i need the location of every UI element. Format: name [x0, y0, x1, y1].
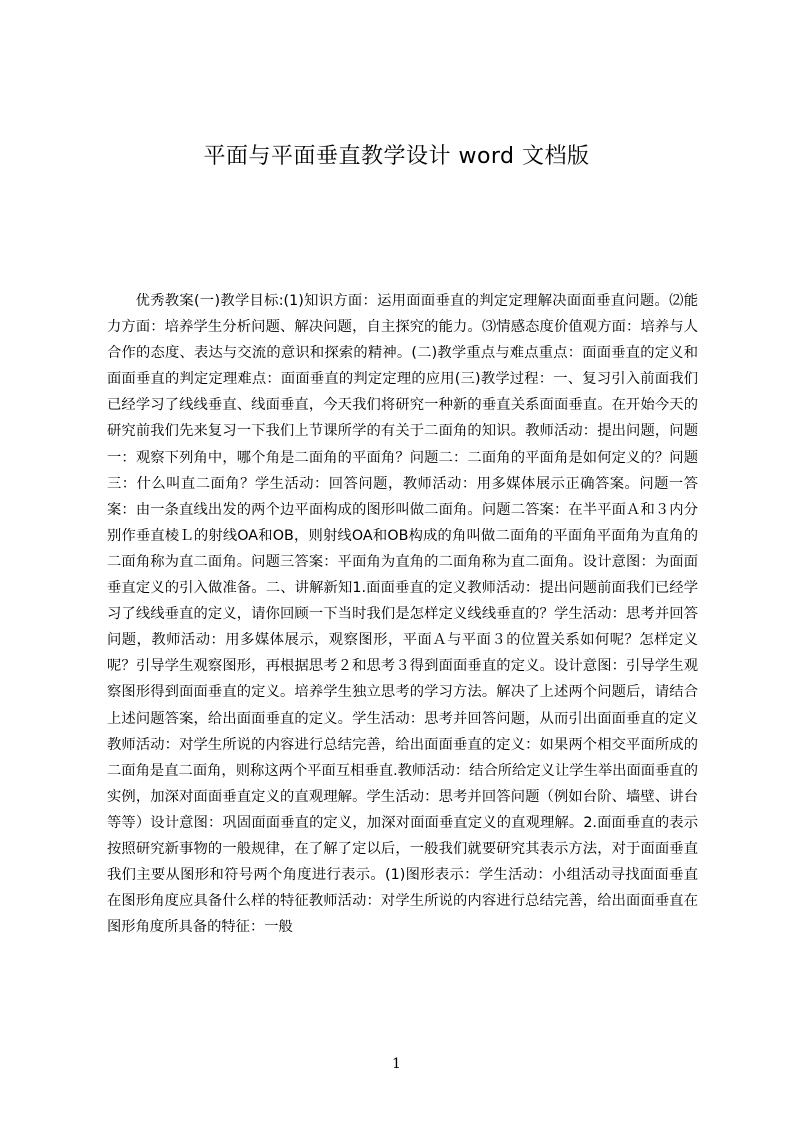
- document-title: 平面与平面垂直教学设计 word 文档版: [203, 144, 590, 169]
- page-number: 1: [392, 1056, 401, 1072]
- document-body: 优秀教案(一)教学目标:(1)知识方面：运用面面垂直的判定定理解决面面垂直问题。⑵能力方面：培养学生分析问题、解决问题，自主探究的能力。⑶情感态度价值观方面：培养与人合作的态度、表达与交流的意识和探索的精神。(二)教学重点与难点重点：面面垂直的定义和面面垂直的判定定理难点：面面垂直的判定定理的应用(三)教学过程：一、复习引入前面我们已经学习了线线垂直、线面垂直，今天我们将研究一种新的垂直关系面面垂直。在开始今天的研究前我们先来复习一下我们上节课所学的有关于二面角的知识。教师活动：提出问题，问题一：观察下列角中，哪个角是二面角的平面角？问题二：二面角的平面角是如何定义的？问题三：什么叫直二面角？学生活动：回答问题，教师活动：用多媒体展示正确答案。问题一答案：由一条直线出发的两个边平面构成的图形叫做二面角。问题二答案：在半平面Ａ和３内分别作垂直棱Ｌ的射线OA和OB，则射线OA和OB构成的角叫做二面角的平面角平面角为直角的二面角称为直二面角。问题三答案：平面角为直角的二面角称为直二面角。设计意图：为面面垂直定义的引入做准备。二、讲解新知1.面面垂直的定义教师活动：提出问题前面我们已经学习了线线垂直的定义，请你回顾一下当时我们是怎样定义线线垂直的？学生活动：思考并回答问题，教师活动：用多媒体展示，观察图形，平面Ａ与平面３的位置关系如何呢？怎样定义呢？引导学生观察图形，再根据思考２和思考３得到面面垂直的定义。设计意图：引导学生观察图形得到面面垂直的定义。培养学生独立思考的学习方法。解决了上述两个问题后，请结合上述问题答案，给出面面垂直的定义。学生活动：思考并回答问题，从而引出面面垂直的定义教师活动：对学生所说的内容进行总结完善，给出面面垂直的定义：如果两个相交平面所成的二面角是直二面角，则称这两个平面互相垂直.教师活动：结合所给定义让学生举出面面垂直的实例，加深对面面垂直定义的直观理解。学生活动：思考并回答问题（例如台阶、墙壁、讲台等等）设计意图：巩固面面垂直的定义，加深对面面垂直定义的直观理解。2.面面垂直的表示按照研究新事物的一般规律，在了解了定以后，一般我们就要研究其表示方法，对于面面垂直我们主要从图形和符号两个角度进行表示。(1)图形表示：学生活动：小组活动寻找面面垂直在图形角度应具备什么样的特征教师活动：对学生所说的内容进行总结完善，给出面面垂直在图形角度所具备的特征：一般: [107, 293, 698, 936]
